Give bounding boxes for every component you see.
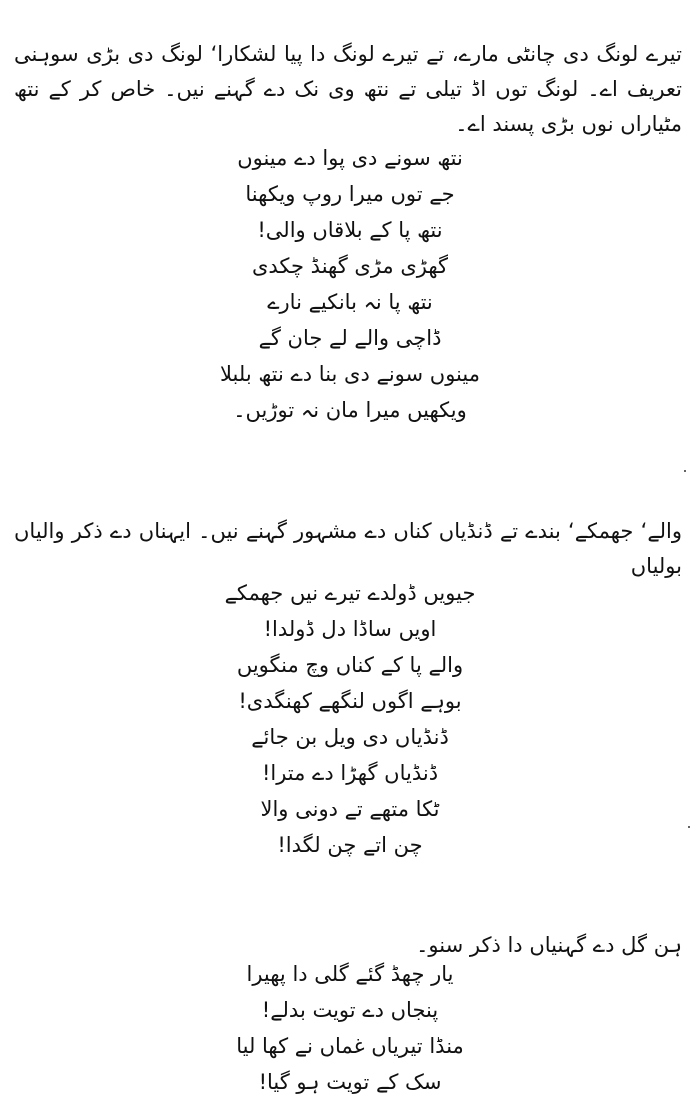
verse-line: نتھ پا نہ بانکیے نارے bbox=[267, 290, 433, 314]
verse-line: نتھ پا کے بلاقاں والی! bbox=[257, 218, 443, 242]
verse-line: بوہے اگوں لنگھے کھنگدی! bbox=[238, 689, 462, 713]
verse-line: نتھ سونے دی پوا دے مینوں bbox=[237, 146, 463, 170]
neck-ornaments-paragraph: ہن گل دے گہنیاں دا ذکر سنو۔ bbox=[416, 933, 682, 957]
verse-line: ڈاچی والے لے جان گے bbox=[258, 326, 442, 350]
verse-line: ٹکا متھے تے دونی والا bbox=[260, 797, 440, 821]
scan-speck bbox=[684, 470, 686, 472]
verse-line: اویں ساڈا دل ڈولدا! bbox=[263, 617, 437, 641]
verse-line: گھڑی مڑی گھنڈ چکدی bbox=[251, 254, 449, 278]
intro-paragraph: تیرے لونگ دی چانٹی مارے، تے تیرے لونگ دا پیا لشکارا‘ لونگ دی بڑی سوہنی تعریف اے۔ لونگ توں اڈ تیلی تے نتھ وی نک دے گہنے نیں۔ خاص کر کے نتھ مٹیاراں نوں بڑی پسند اے۔ bbox=[14, 42, 682, 136]
verse-line: چن اتے چن لگدا! bbox=[277, 833, 423, 857]
stanza-amulet bbox=[170, 956, 530, 1100]
verse-line: سک کے تویت ہو گیا! bbox=[258, 1070, 442, 1094]
verse-line: یار چھڈ گئے گلی دا پھیرا bbox=[246, 962, 454, 986]
verse-line: ڈنڈیاں دی ویل بن جائے bbox=[251, 725, 449, 749]
stanza-earrings bbox=[170, 575, 530, 863]
stanza-nose-ring bbox=[170, 140, 530, 428]
earrings-paragraph: والے‘ جھمکے‘ بندے تے ڈنڈیاں کناں دے مشہور گہنے نیں۔ ایہناں دے ذکر والیاں بولیاں bbox=[14, 519, 682, 578]
verse-line: منڈا تیریاں غماں نے کھا لیا bbox=[236, 1034, 464, 1058]
scan-speck bbox=[688, 826, 690, 828]
verse-line: ڈنڈیاں گھڑا دے مترا! bbox=[261, 761, 439, 785]
verse-line: والے پا کے کناں وچ منگویں bbox=[236, 653, 464, 677]
verse-line: جیویں ڈولدے تیرے نیں جھمکے bbox=[224, 581, 476, 605]
verse-line: ویکھیں میرا مان نہ توڑیں۔ bbox=[233, 398, 467, 422]
verse-line: پنجاں دے تویت بدلے! bbox=[261, 998, 439, 1022]
verse-line: جے توں میرا روپ ویکھنا bbox=[245, 182, 455, 206]
verse-line: مینوں سونے دی بنا دے نتھ بلبلا bbox=[220, 362, 480, 386]
